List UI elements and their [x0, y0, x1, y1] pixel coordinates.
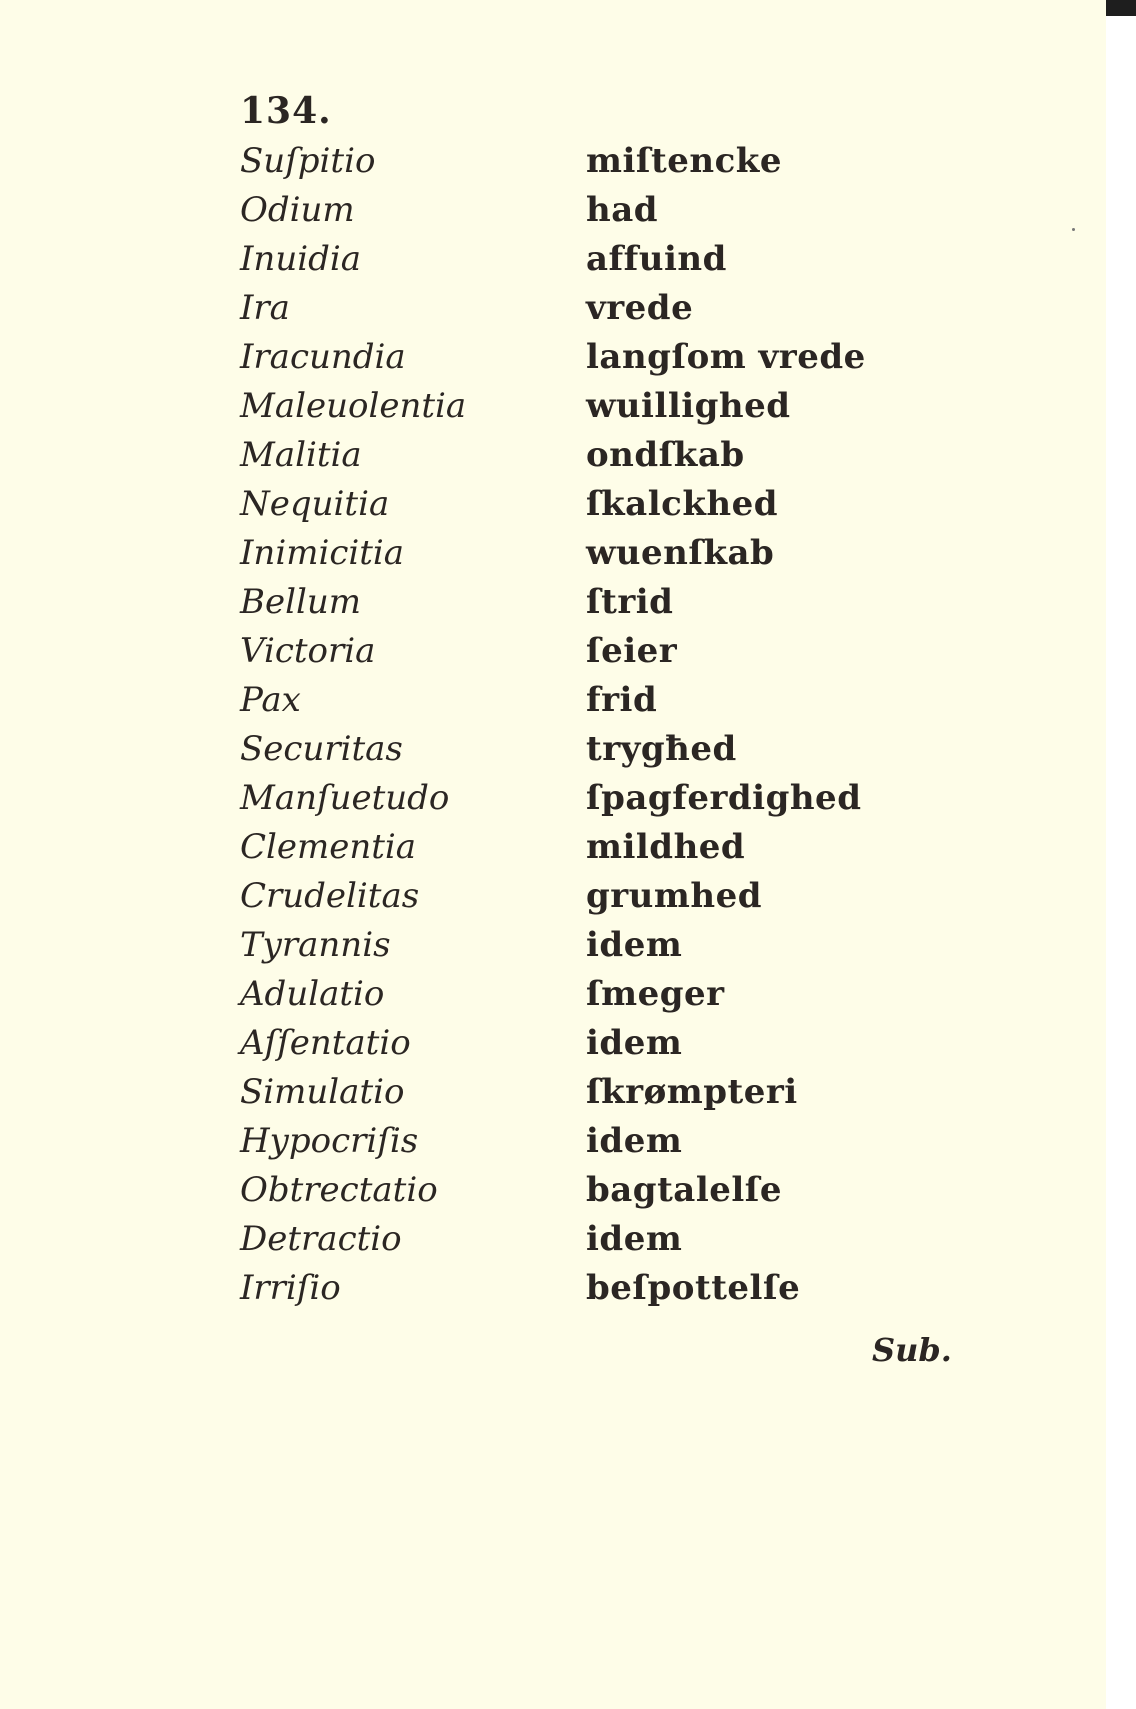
danish-term: frid — [586, 679, 658, 720]
latin-term: Adulatio — [240, 973, 385, 1014]
glossary-entry — [240, 479, 880, 528]
glossary-entry — [240, 430, 880, 479]
glossary-entry — [240, 283, 880, 332]
danish-term: ſpagferdighed — [586, 777, 862, 818]
danish-term: vrede — [586, 287, 694, 328]
danish-term: affuind — [586, 238, 727, 279]
danish-term: idem — [586, 1120, 683, 1161]
glossary-entry — [240, 626, 880, 675]
latin-term: Crudelitas — [240, 875, 420, 916]
glossary-entry — [240, 1165, 880, 1214]
catchword: Sub. — [872, 1331, 952, 1369]
danish-term: miſtencke — [586, 140, 782, 181]
latin-term: Aſſentatio — [240, 1022, 411, 1063]
danish-term: idem — [586, 1022, 683, 1063]
latin-term: Inimicitia — [240, 532, 405, 573]
glossary-entry — [240, 332, 880, 381]
danish-term: wuenſkab — [586, 532, 775, 573]
latin-term: Hypocriſis — [240, 1120, 419, 1161]
glossary-entry — [240, 1214, 880, 1263]
danish-term: ſmeger — [586, 973, 725, 1014]
paper-speck — [1072, 228, 1075, 231]
latin-term: Securitas — [240, 728, 403, 769]
danish-term: trygħed — [586, 728, 737, 769]
danish-term: had — [586, 189, 659, 230]
latin-term: Irriſio — [240, 1267, 341, 1308]
glossary-entry — [240, 381, 880, 430]
danish-term: ſkrømpteri — [586, 1071, 798, 1112]
glossary-entry — [240, 773, 880, 822]
scan-corner-mark — [1106, 0, 1136, 16]
danish-term: beſpottelſe — [586, 1267, 801, 1308]
latin-term: Simulatio — [240, 1071, 405, 1112]
danish-term: idem — [586, 1218, 683, 1259]
danish-term: ondſkab — [586, 434, 745, 475]
glossary-entry — [240, 528, 880, 577]
page-number: 134. — [240, 90, 332, 132]
latin-term: Nequitia — [240, 483, 390, 524]
latin-term: Odium — [240, 189, 355, 230]
glossary-entry — [240, 1116, 880, 1165]
latin-term: Iracundia — [240, 336, 406, 377]
danish-term: ſeier — [586, 630, 678, 671]
danish-term: mildhed — [586, 826, 746, 867]
glossary-entry — [240, 675, 880, 724]
glossary-entry — [240, 822, 880, 871]
latin-term: Obtrectatio — [240, 1169, 438, 1210]
danish-term: langſom vrede — [586, 336, 866, 377]
danish-term: ſtrid — [586, 581, 674, 622]
danish-term: grumhed — [586, 875, 763, 916]
glossary-list — [240, 136, 880, 1312]
latin-term: Manſuetudo — [240, 777, 450, 818]
latin-term: Inuidia — [240, 238, 362, 279]
latin-term: Suſpitio — [240, 140, 376, 181]
danish-term: ſkalckhed — [586, 483, 779, 524]
latin-term: Maleuolentia — [240, 385, 467, 426]
glossary-entry — [240, 1263, 880, 1312]
glossary-entry — [240, 724, 880, 773]
glossary-entry — [240, 136, 880, 185]
glossary-entry — [240, 185, 880, 234]
latin-term: Malitia — [240, 434, 362, 475]
latin-term: Pax — [240, 679, 301, 720]
danish-term: wuillighed — [586, 385, 791, 426]
latin-term: Victoria — [240, 630, 376, 671]
glossary-entry — [240, 1018, 880, 1067]
glossary-entry — [240, 577, 880, 626]
latin-term: Tyrannis — [240, 924, 391, 965]
glossary-entry — [240, 234, 880, 283]
latin-term: Ira — [240, 287, 290, 328]
latin-term: Bellum — [240, 581, 361, 622]
danish-term: bagtalelſe — [586, 1169, 783, 1210]
glossary-entry — [240, 969, 880, 1018]
danish-term: idem — [586, 924, 683, 965]
latin-term: Clementia — [240, 826, 417, 867]
glossary-entry — [240, 1067, 880, 1116]
latin-term: Detractio — [240, 1218, 402, 1259]
glossary-entry — [240, 871, 880, 920]
scan-margin — [1106, 0, 1136, 1709]
glossary-entry — [240, 920, 880, 969]
